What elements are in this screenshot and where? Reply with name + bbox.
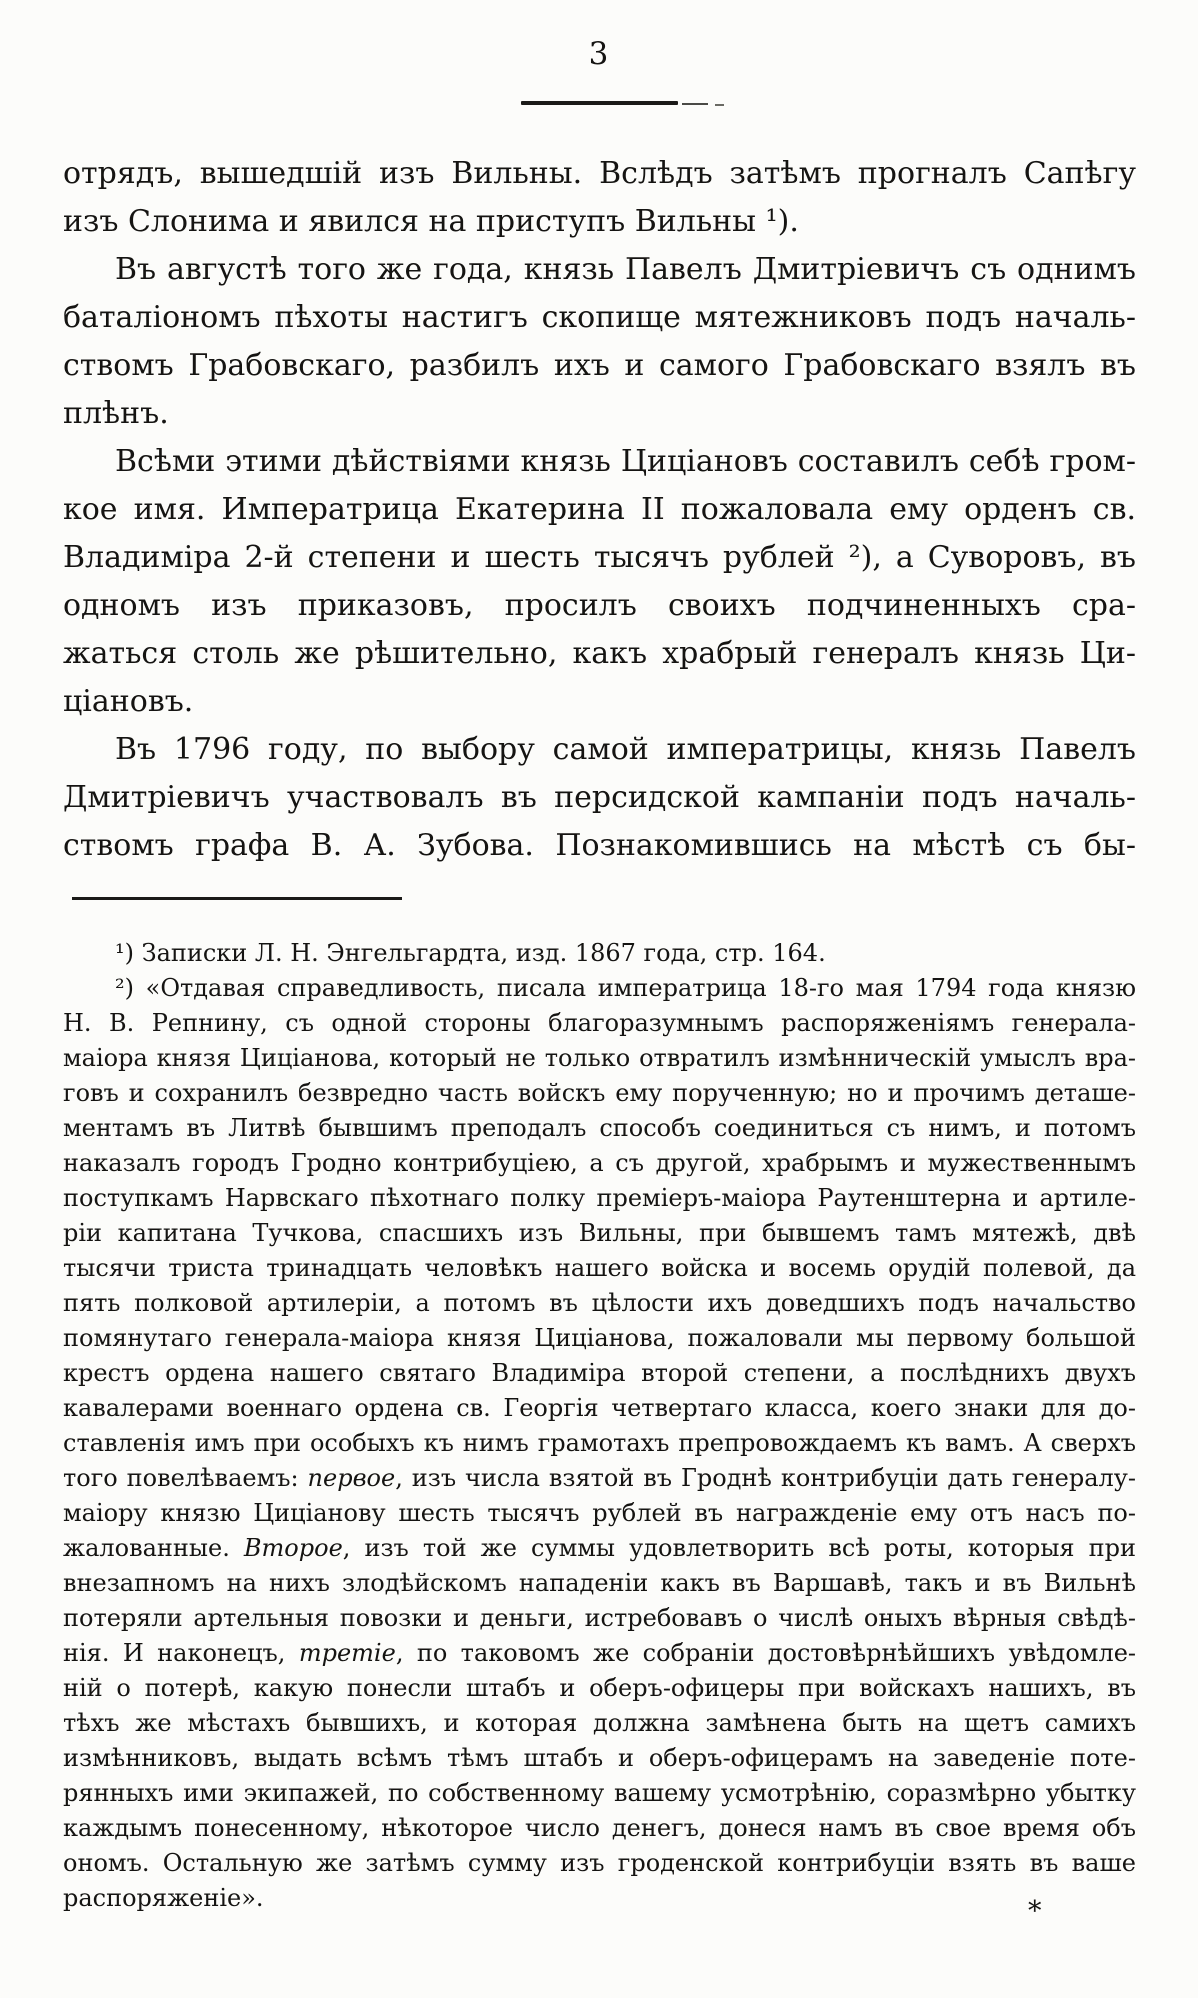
body-line: кое имя. Императрица Екатерина II пожаловала ему орденъ св. [63, 492, 1136, 527]
body-line: одномъ изъ приказовъ, просилъ своихъ подчиненныхъ сра- [63, 588, 1136, 623]
footnote-line: маіору князю Циціанову шесть тысячъ рублей въ награжденіе ему отъ насъ по- [63, 1499, 1136, 1527]
footnote-line: ¹) Записки Л. Н. Энгельгардта, изд. 1867 года, стр. 164. [115, 939, 826, 967]
body-line: Въ 1796 году, по выбору самой императрицы, князь Павелъ [115, 732, 1136, 767]
body-line: Въ августѣ того же года, князь Павелъ Дмитріевичъ съ однимъ [115, 252, 1136, 287]
footnote-line: кавалерами военнаго ордена св. Георгія четвертаго класса, коего знаки для до- [63, 1394, 1136, 1422]
body-line: ствомъ Грабовскаго, разбилъ ихъ и самого Грабовскаго взялъ въ [63, 348, 1136, 383]
footnote-line: ній о потерѣ, какую понесли штабъ и оберъ-офицеры при войскахъ нашихъ, въ [63, 1674, 1136, 1702]
footnote-line: тѣхъ же мѣстахъ бывшихъ, и которая должна замѣнена быть на щетъ самихъ [63, 1709, 1136, 1737]
footnote-line: нія. И наконецъ, третіе, по таковомъ же собраніи достовѣрнѣйшихъ увѣдомле- [63, 1639, 1137, 1667]
footnote-line: ставленія имъ при особыхъ къ нимъ грамотахъ препровождаемъ къ вамъ. А сверхъ [63, 1429, 1136, 1457]
footnote-line: наказалъ городъ Гродно контрибуціею, а съ другой, храбрымъ и мужественнымъ [63, 1149, 1136, 1177]
body-line: Дмитріевичъ участвовалъ въ персидской кампаніи подъ началь- [63, 780, 1136, 815]
footnote-line: крестъ ордена нашего святаго Владиміра второй степени, а послѣднихъ двухъ [63, 1359, 1136, 1387]
footnote-line: говъ и сохранилъ безвредно часть войскъ ему порученную; но и прочимъ деташе- [63, 1079, 1136, 1107]
rule-dash [715, 104, 724, 106]
body-line: Всѣми этими дѣйствіями князь Циціановъ составилъ себѣ гром- [115, 444, 1136, 479]
footnote-line: ріи капитана Тучкова, спасшихъ изъ Вильны, при бывшемъ тамъ мятежѣ, двѣ [63, 1219, 1136, 1247]
footnote-line: маіора князя Циціанова, который не только отвратилъ измѣнническій умыслъ вра- [63, 1044, 1136, 1072]
footnote-line: рянныхъ ими экипажей, по собственному вашему усмотрѣнію, соразмѣрно убытку [63, 1779, 1136, 1807]
footnote-line: поступкамъ Нарвскаго пѣхотнаго полку преміеръ-маіора Раутенштерна и артиле- [63, 1184, 1136, 1212]
footnote-line: Н. В. Репнину, съ одной стороны благоразумнымъ распоряженіямъ генерала- [63, 1009, 1136, 1037]
body-line: плѣнъ. [63, 396, 169, 431]
footnote-line: пять полковой артилеріи, а потомъ въ цѣлости ихъ доведшихъ подъ начальство [63, 1289, 1136, 1317]
body-line: баталіономъ пѣхоты настигъ скопище мятежниковъ подъ началь- [63, 300, 1136, 335]
footnote-line: ментамъ въ Литвѣ бывшимъ преподалъ способъ соединиться съ нимъ, и потомъ [63, 1114, 1136, 1142]
footnote-line: каждымъ понесенному, нѣкоторое число денегъ, донеся намъ въ свое время объ [63, 1814, 1136, 1842]
footnote-line: потеряли артельныя повозки и деньги, истребовавъ о числѣ оныхъ вѣрныя свѣдѣ- [63, 1604, 1136, 1632]
body-text [63, 150, 1136, 870]
footnote-line: помянутаго генерала-маіора князя Циціанова, пожаловали мы первому большой [63, 1324, 1136, 1352]
page-number-rule [521, 101, 678, 105]
body-line: жаться столь же рѣшительно, какъ храбрый генералъ князь Ци- [63, 636, 1136, 671]
signature-mark: * [1028, 1896, 1042, 1927]
body-line: ціановъ. [63, 684, 194, 719]
footnote-line: внезапномъ на нихъ злодѣйскомъ нападеніи какъ въ Варшавѣ, такъ и въ Вильнѣ [63, 1569, 1136, 1597]
body-line: отрядъ, вышедшій изъ Вильны. Вслѣдъ затѣмъ прогналъ Сапѣгу [63, 156, 1136, 191]
footnote-line: жалованные. Второе, изъ той же суммы удовлетворить всѣ роты, которыя при [63, 1534, 1136, 1562]
body-line: изъ Слонима и явился на приступъ Вильны ¹). [63, 204, 799, 239]
footnotes [63, 936, 1136, 1916]
body-line: Владиміра 2-й степени и шесть тысячъ рублей ²), а Суворовъ, въ [63, 540, 1136, 575]
footnote-separator [72, 897, 402, 900]
footnote-line: распоряженіе». [63, 1884, 264, 1912]
footnote-line: тысячи триста тринадцать человѣкъ нашего войска и восемь орудій полевой, да [63, 1254, 1136, 1282]
footnote-line: того повелѣваемъ: первое, изъ числа взятой въ Гроднѣ контрибуціи дать генералу- [63, 1464, 1136, 1492]
body-line: ствомъ графа В. А. Зубова. Познакомившись на мѣстѣ съ бы- [63, 828, 1136, 863]
footnote-line: ²) «Отдавая справедливость, писала императрица 18-го мая 1794 года князю [115, 974, 1136, 1002]
page-number: 3 [588, 36, 610, 72]
footnote-line: измѣнниковъ, выдать всѣмъ тѣмъ штабъ и оберъ-офицерамъ на заведеніе поте- [63, 1744, 1136, 1772]
rule-dash [682, 103, 708, 105]
footnote-line: ономъ. Остальную же затѣмъ сумму изъ гроденской контрибуціи взять въ ваше [63, 1849, 1136, 1877]
